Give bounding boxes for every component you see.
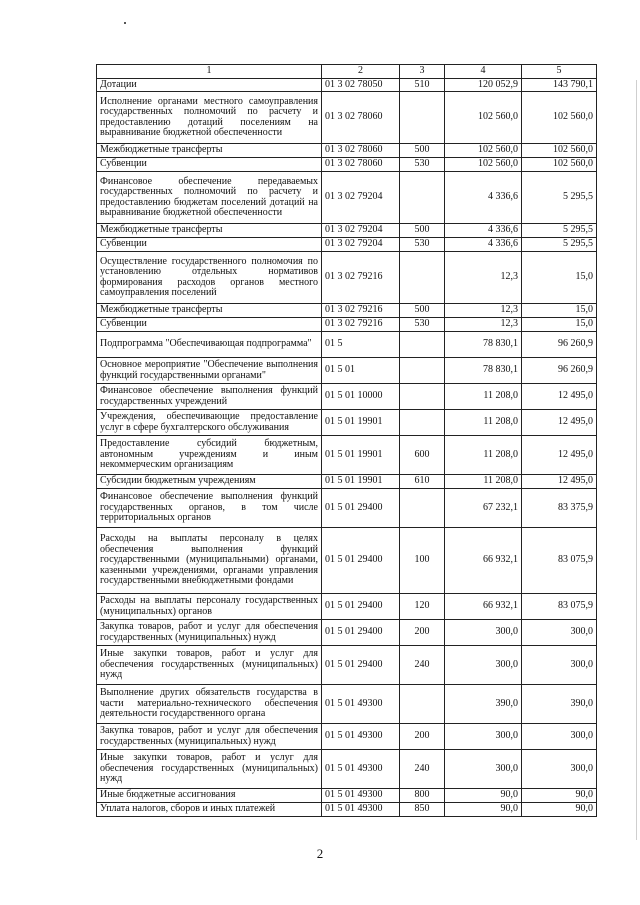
vr-code bbox=[400, 332, 445, 358]
budget-table bbox=[96, 64, 597, 817]
row-name: Расходы на выплаты персоналу государственных (муниципальных) органов bbox=[97, 594, 322, 620]
table-row bbox=[97, 620, 597, 646]
row-name: Выполнение других обязательств государства в части материально-технического обеспечения деятельности государственного органа bbox=[97, 685, 322, 724]
amount-year-1: 67 232,1 bbox=[445, 489, 522, 528]
row-name: Иные закупки товаров, работ и услуг для обеспечения государственных (муниципальных) нужд bbox=[97, 646, 322, 685]
amount-year-1: 300,0 bbox=[445, 724, 522, 750]
row-name: Предоставление субсидий бюджетным, автономным учреждениям и иным некоммерческим организациям bbox=[97, 436, 322, 475]
header-col-2: 2 bbox=[322, 65, 400, 79]
row-name: Субвенции bbox=[97, 158, 322, 172]
vr-code: 530 bbox=[400, 158, 445, 172]
amount-year-2: 300,0 bbox=[522, 750, 597, 789]
table-row bbox=[97, 224, 597, 238]
amount-year-2: 83 375,9 bbox=[522, 489, 597, 528]
kbk-code: 01 3 02 79216 bbox=[322, 318, 400, 332]
table-row bbox=[97, 789, 597, 803]
amount-year-1: 120 052,9 bbox=[445, 78, 522, 92]
table-row bbox=[97, 685, 597, 724]
kbk-code: 01 3 02 79216 bbox=[322, 252, 400, 304]
table-row bbox=[97, 92, 597, 144]
kbk-code: 01 3 02 78060 bbox=[322, 144, 400, 158]
kbk-code: 01 5 01 29400 bbox=[322, 594, 400, 620]
kbk-code: 01 3 02 79204 bbox=[322, 172, 400, 224]
row-name: Учреждения, обеспечивающие предоставление услуг в сфере бухгалтерского обслуживания bbox=[97, 410, 322, 436]
row-name: Уплата налогов, сборов и иных платежей bbox=[97, 803, 322, 817]
vr-code bbox=[400, 489, 445, 528]
amount-year-2: 12 495,0 bbox=[522, 410, 597, 436]
amount-year-1: 12,3 bbox=[445, 252, 522, 304]
amount-year-1: 78 830,1 bbox=[445, 358, 522, 384]
vr-code: 530 bbox=[400, 238, 445, 252]
amount-year-1: 12,3 bbox=[445, 304, 522, 318]
amount-year-2: 143 790,1 bbox=[522, 78, 597, 92]
amount-year-2: 5 295,5 bbox=[522, 238, 597, 252]
vr-code: 200 bbox=[400, 620, 445, 646]
table-row bbox=[97, 172, 597, 224]
row-name: Субсидии бюджетным учреждениям bbox=[97, 475, 322, 489]
vr-code: 500 bbox=[400, 144, 445, 158]
header-col-5: 5 bbox=[522, 65, 597, 79]
kbk-code: 01 5 01 19901 bbox=[322, 436, 400, 475]
amount-year-1: 4 336,6 bbox=[445, 172, 522, 224]
vr-code: 800 bbox=[400, 789, 445, 803]
scan-speck bbox=[124, 22, 126, 24]
row-name: Финансовое обеспечение выполнения функций государственных учреждений bbox=[97, 384, 322, 410]
row-name: Закупка товаров, работ и услуг для обеспечения государственных (муниципальных) нужд bbox=[97, 724, 322, 750]
row-name: Субвенции bbox=[97, 318, 322, 332]
amount-year-2: 12 495,0 bbox=[522, 436, 597, 475]
row-name: Исполнение органами местного самоуправления государственных полномочий по расчету и предоставлению дотаций поселениям на выравнивание бюджетной обеспеченности bbox=[97, 92, 322, 144]
amount-year-1: 11 208,0 bbox=[445, 384, 522, 410]
row-name: Финансовое обеспечение выполнения функций государственных органов, в том числе территориальных органов bbox=[97, 489, 322, 528]
kbk-code: 01 5 01 49300 bbox=[322, 750, 400, 789]
vr-code: 850 bbox=[400, 803, 445, 817]
vr-code: 530 bbox=[400, 318, 445, 332]
kbk-code: 01 3 02 79204 bbox=[322, 224, 400, 238]
vr-code bbox=[400, 384, 445, 410]
amount-year-2: 300,0 bbox=[522, 620, 597, 646]
row-name: Иные закупки товаров, работ и услуг для обеспечения государственных (муниципальных) нужд bbox=[97, 750, 322, 789]
table-row bbox=[97, 803, 597, 817]
header-col-3: 3 bbox=[400, 65, 445, 79]
kbk-code: 01 5 01 49300 bbox=[322, 685, 400, 724]
amount-year-1: 300,0 bbox=[445, 750, 522, 789]
amount-year-1: 390,0 bbox=[445, 685, 522, 724]
amount-year-1: 90,0 bbox=[445, 789, 522, 803]
scan-edge-line bbox=[636, 80, 637, 840]
kbk-code: 01 3 02 79216 bbox=[322, 304, 400, 318]
vr-code bbox=[400, 92, 445, 144]
kbk-code: 01 5 01 29400 bbox=[322, 620, 400, 646]
page-number: 2 bbox=[316, 846, 324, 861]
kbk-code: 01 5 01 19901 bbox=[322, 410, 400, 436]
vr-code: 100 bbox=[400, 528, 445, 594]
table-row bbox=[97, 489, 597, 528]
amount-year-2: 5 295,5 bbox=[522, 224, 597, 238]
header-col-4: 4 bbox=[445, 65, 522, 79]
header-row bbox=[97, 65, 597, 79]
amount-year-1: 11 208,0 bbox=[445, 410, 522, 436]
table-row bbox=[97, 252, 597, 304]
vr-code bbox=[400, 252, 445, 304]
amount-year-2: 102 560,0 bbox=[522, 158, 597, 172]
vr-code: 200 bbox=[400, 724, 445, 750]
table-row bbox=[97, 750, 597, 789]
vr-code: 510 bbox=[400, 78, 445, 92]
amount-year-2: 300,0 bbox=[522, 724, 597, 750]
kbk-code: 01 5 01 29400 bbox=[322, 528, 400, 594]
row-name: Межбюджетные трансферты bbox=[97, 144, 322, 158]
kbk-code: 01 5 01 49300 bbox=[322, 803, 400, 817]
vr-code: 120 bbox=[400, 594, 445, 620]
amount-year-1: 300,0 bbox=[445, 620, 522, 646]
amount-year-1: 102 560,0 bbox=[445, 144, 522, 158]
kbk-code: 01 5 01 19901 bbox=[322, 475, 400, 489]
table-row bbox=[97, 436, 597, 475]
amount-year-2: 90,0 bbox=[522, 803, 597, 817]
row-name: Подпрограмма "Обеспечивающая подпрограмма" bbox=[97, 332, 322, 358]
vr-code bbox=[400, 685, 445, 724]
amount-year-2: 390,0 bbox=[522, 685, 597, 724]
kbk-code: 01 3 02 78050 bbox=[322, 78, 400, 92]
table-row bbox=[97, 594, 597, 620]
amount-year-2: 15,0 bbox=[522, 304, 597, 318]
amount-year-2: 96 260,9 bbox=[522, 332, 597, 358]
vr-code: 600 bbox=[400, 436, 445, 475]
amount-year-2: 96 260,9 bbox=[522, 358, 597, 384]
vr-code bbox=[400, 172, 445, 224]
amount-year-1: 4 336,6 bbox=[445, 238, 522, 252]
amount-year-2: 15,0 bbox=[522, 252, 597, 304]
table-row bbox=[97, 528, 597, 594]
vr-code bbox=[400, 358, 445, 384]
kbk-code: 01 3 02 78060 bbox=[322, 92, 400, 144]
amount-year-2: 83 075,9 bbox=[522, 594, 597, 620]
amount-year-1: 66 932,1 bbox=[445, 528, 522, 594]
kbk-code: 01 5 bbox=[322, 332, 400, 358]
amount-year-2: 12 495,0 bbox=[522, 475, 597, 489]
amount-year-2: 90,0 bbox=[522, 789, 597, 803]
row-name: Расходы на выплаты персоналу в целях обеспечения выполнения функций государственными (муниципальными) органами, казенными учреждениями, органами управления государственными внебюджетными фондами bbox=[97, 528, 322, 594]
amount-year-2: 102 560,0 bbox=[522, 144, 597, 158]
amount-year-1: 11 208,0 bbox=[445, 475, 522, 489]
amount-year-1: 4 336,6 bbox=[445, 224, 522, 238]
amount-year-2: 5 295,5 bbox=[522, 172, 597, 224]
kbk-code: 01 5 01 bbox=[322, 358, 400, 384]
table-row bbox=[97, 724, 597, 750]
table-row bbox=[97, 384, 597, 410]
row-name: Межбюджетные трансферты bbox=[97, 224, 322, 238]
table-row bbox=[97, 358, 597, 384]
kbk-code: 01 5 01 29400 bbox=[322, 646, 400, 685]
kbk-code: 01 5 01 10000 bbox=[322, 384, 400, 410]
amount-year-1: 12,3 bbox=[445, 318, 522, 332]
amount-year-1: 66 932,1 bbox=[445, 594, 522, 620]
vr-code: 500 bbox=[400, 304, 445, 318]
amount-year-2: 15,0 bbox=[522, 318, 597, 332]
table-row bbox=[97, 475, 597, 489]
table-row bbox=[97, 144, 597, 158]
vr-code: 240 bbox=[400, 646, 445, 685]
kbk-code: 01 3 02 79204 bbox=[322, 238, 400, 252]
amount-year-1: 102 560,0 bbox=[445, 158, 522, 172]
vr-code: 610 bbox=[400, 475, 445, 489]
row-name: Межбюджетные трансферты bbox=[97, 304, 322, 318]
row-name: Субвенции bbox=[97, 238, 322, 252]
kbk-code: 01 5 01 49300 bbox=[322, 724, 400, 750]
amount-year-1: 90,0 bbox=[445, 803, 522, 817]
vr-code: 240 bbox=[400, 750, 445, 789]
amount-year-2: 102 560,0 bbox=[522, 92, 597, 144]
row-name: Осуществление государственного полномочия по установлению отдельных нормативов формирования расходов органов местного самоуправления поселений bbox=[97, 252, 322, 304]
table-row bbox=[97, 410, 597, 436]
table-row bbox=[97, 318, 597, 332]
kbk-code: 01 5 01 29400 bbox=[322, 489, 400, 528]
table-row bbox=[97, 78, 597, 92]
row-name: Закупка товаров, работ и услуг для обеспечения государственных (муниципальных) нужд bbox=[97, 620, 322, 646]
table-row bbox=[97, 332, 597, 358]
row-name: Иные бюджетные ассигнования bbox=[97, 789, 322, 803]
amount-year-2: 83 075,9 bbox=[522, 528, 597, 594]
table-row bbox=[97, 304, 597, 318]
kbk-code: 01 5 01 49300 bbox=[322, 789, 400, 803]
row-name: Дотации bbox=[97, 78, 322, 92]
row-name: Основное мероприятие "Обеспечение выполнения функций государственными органами" bbox=[97, 358, 322, 384]
table-row bbox=[97, 158, 597, 172]
vr-code: 500 bbox=[400, 224, 445, 238]
header-col-1: 1 bbox=[97, 65, 322, 79]
amount-year-2: 300,0 bbox=[522, 646, 597, 685]
budget-table-body bbox=[97, 65, 597, 817]
amount-year-1: 102 560,0 bbox=[445, 92, 522, 144]
row-name: Финансовое обеспечение передаваемых государственных полномочий по расчету и предоставлению бюджетам поселений дотаций на выравнивание бюджетной обеспеченности bbox=[97, 172, 322, 224]
amount-year-2: 12 495,0 bbox=[522, 384, 597, 410]
amount-year-1: 78 830,1 bbox=[445, 332, 522, 358]
table-row bbox=[97, 238, 597, 252]
amount-year-1: 11 208,0 bbox=[445, 436, 522, 475]
amount-year-1: 300,0 bbox=[445, 646, 522, 685]
kbk-code: 01 3 02 78060 bbox=[322, 158, 400, 172]
table-row bbox=[97, 646, 597, 685]
vr-code bbox=[400, 410, 445, 436]
